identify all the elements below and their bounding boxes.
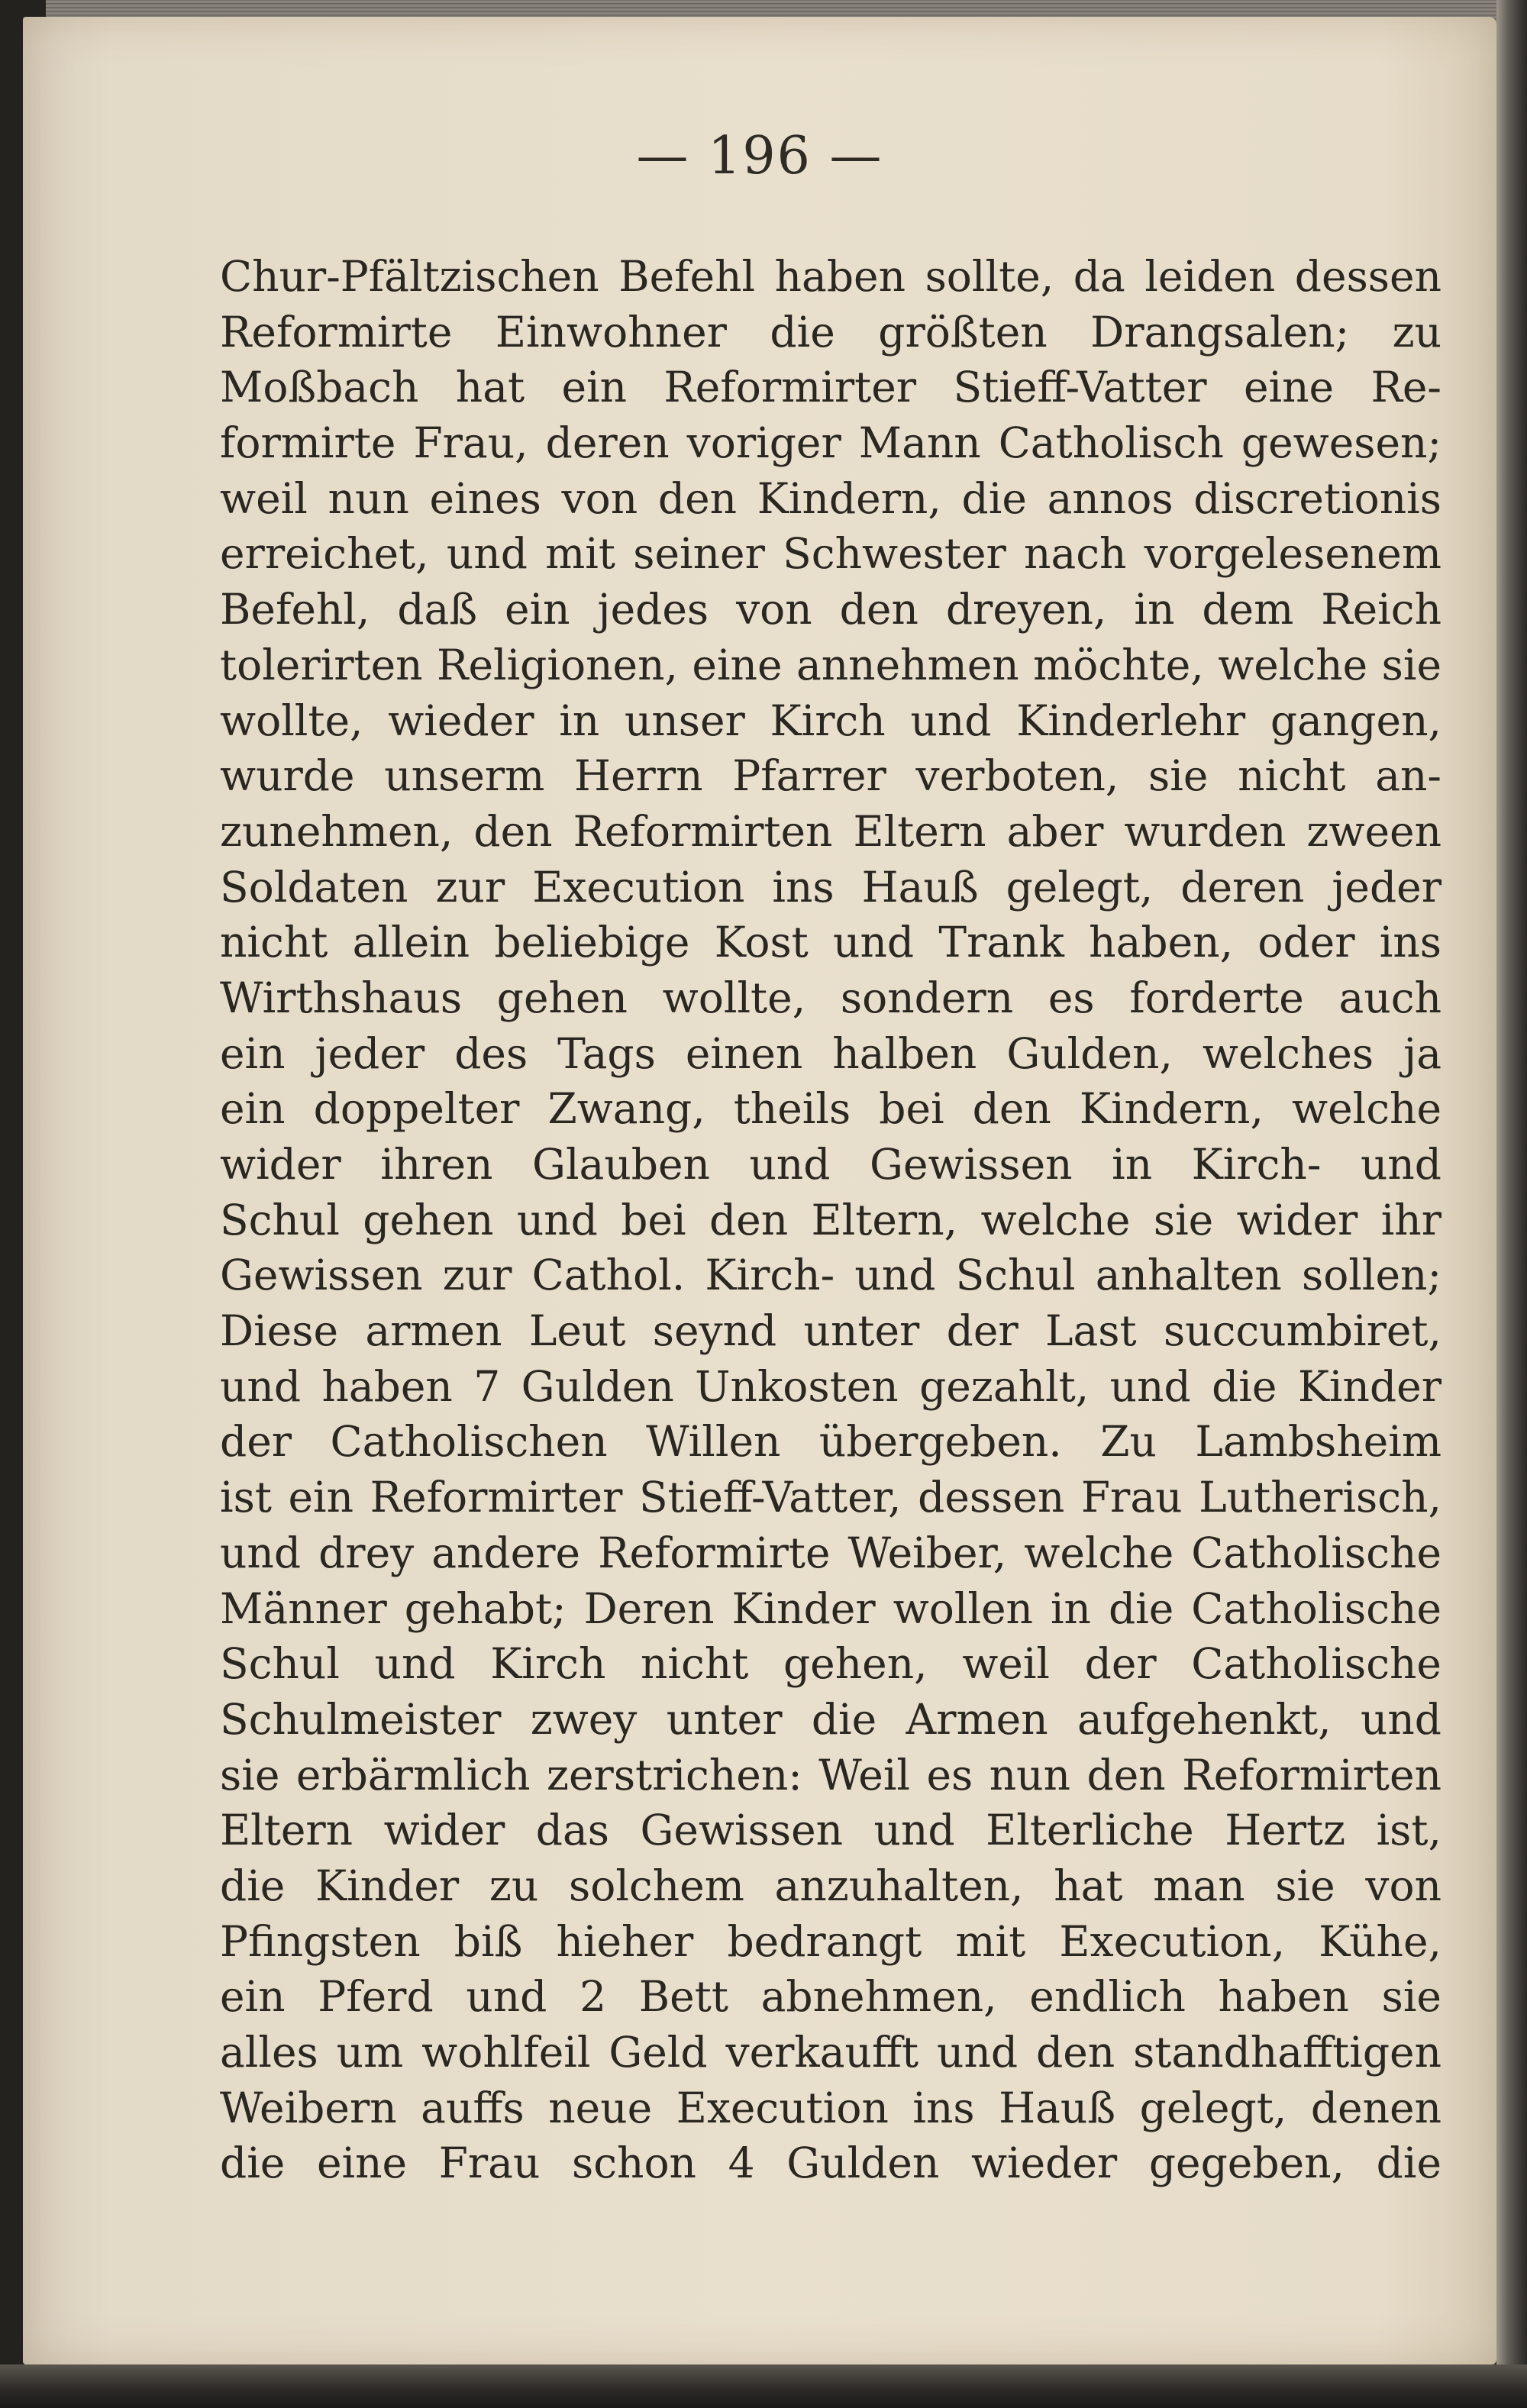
text-line: sie erbärmlich zerstrichen: Weil es nun den Reformirten xyxy=(220,1750,1441,1800)
text-line: Schul gehen und bei den Eltern, welche sie wider ihr xyxy=(220,1195,1441,1244)
body-text xyxy=(220,249,1441,2191)
text-line: ist ein Reformirter Stieff-Vatter, dessen Frau Lutherisch, xyxy=(220,1473,1441,1522)
text-line: tolerirten Religionen, eine annehmen möchte, welche sie xyxy=(220,640,1441,689)
book-spine-edge xyxy=(1496,0,1527,2408)
text-line: zunehmen, den Reformirten Eltern aber wurden zween xyxy=(220,806,1441,856)
text-line: die eine Frau schon 4 Gulden wieder gegeben, die xyxy=(220,2138,1441,2188)
text-line: wollte, wieder in unser Kirch und Kinderlehr gangen, xyxy=(220,696,1441,745)
text-line: wider ihren Glauben und Gewissen in Kirch- und xyxy=(220,1140,1441,1189)
text-line: nicht allein beliebige Kost und Trank haben, oder ins xyxy=(220,918,1441,967)
text-line: alles um wohlfeil Geld verkaufft und den standhafftigen xyxy=(220,2028,1441,2077)
text-line: Gewissen zur Cathol. Kirch- und Schul anhalten sollen; xyxy=(220,1251,1441,1300)
text-line: Schulmeister zwey unter die Armen aufgehenkt, und xyxy=(220,1694,1441,1744)
text-line: Reformirte Einwohner die größten Drangsalen; zu xyxy=(220,307,1441,357)
text-line: Diese armen Leut seynd unter der Last succumbiret, xyxy=(220,1306,1441,1356)
text-line: Eltern wider das Gewissen und Elterliche Hertz ist, xyxy=(220,1806,1441,1855)
text-line: Männer gehabt; Deren Kinder wollen in die Catholische xyxy=(220,1583,1441,1633)
text-line: weil nun eines von den Kindern, die annos discretionis xyxy=(220,473,1441,523)
text-line: formirte Frau, deren voriger Mann Catholisch gewesen; xyxy=(220,418,1441,468)
page-number: — 196 — xyxy=(636,126,883,186)
text-line: erreichet, und mit seiner Schwester nach vorgelesenem xyxy=(220,529,1441,579)
text-line: Wirthshaus gehen wollte, sondern es forderte auch xyxy=(220,973,1441,1022)
text-line: Pfingsten biß hieher bedrangt mit Execution, Kühe, xyxy=(220,1916,1441,1966)
text-line: wurde unserm Herrn Pfarrer verboten, sie nicht an- xyxy=(220,751,1441,801)
text-line: der Catholischen Willen übergeben. Zu Lambsheim xyxy=(220,1417,1441,1467)
page-bottom-edge xyxy=(0,2364,1527,2408)
text-line: ein jeder des Tags einen halben Gulden, welches ja xyxy=(220,1028,1441,1078)
text-line: Weibern auffs neue Execution ins Hauß gelegt, denen xyxy=(220,2083,1441,2132)
text-line: ein Pferd und 2 Bett abnehmen, endlich haben sie xyxy=(220,1972,1441,2022)
text-line: Moßbach hat ein Reformirter Stieff-Vatter eine Re- xyxy=(220,363,1441,412)
text-line: die Kinder zu solchem anzuhalten, hat man sie von xyxy=(220,1861,1441,1910)
text-line: Chur-Pfältzischen Befehl haben sollte, da leiden dessen xyxy=(220,252,1441,301)
text-line: und drey andere Reformirte Weiber, welche Catholische xyxy=(220,1528,1441,1577)
text-line: Schul und Kirch nicht gehen, weil der Catholische xyxy=(220,1639,1441,1689)
text-line: Befehl, daß ein jedes von den dreyen, in dem Reich xyxy=(220,585,1441,634)
text-line: ein doppelter Zwang, theils bei den Kindern, welche xyxy=(220,1084,1441,1134)
text-line: Soldaten zur Execution ins Hauß gelegt, deren jeder xyxy=(220,862,1441,912)
text-line: und haben 7 Gulden Unkosten gezahlt, und die Kinder xyxy=(220,1361,1441,1411)
